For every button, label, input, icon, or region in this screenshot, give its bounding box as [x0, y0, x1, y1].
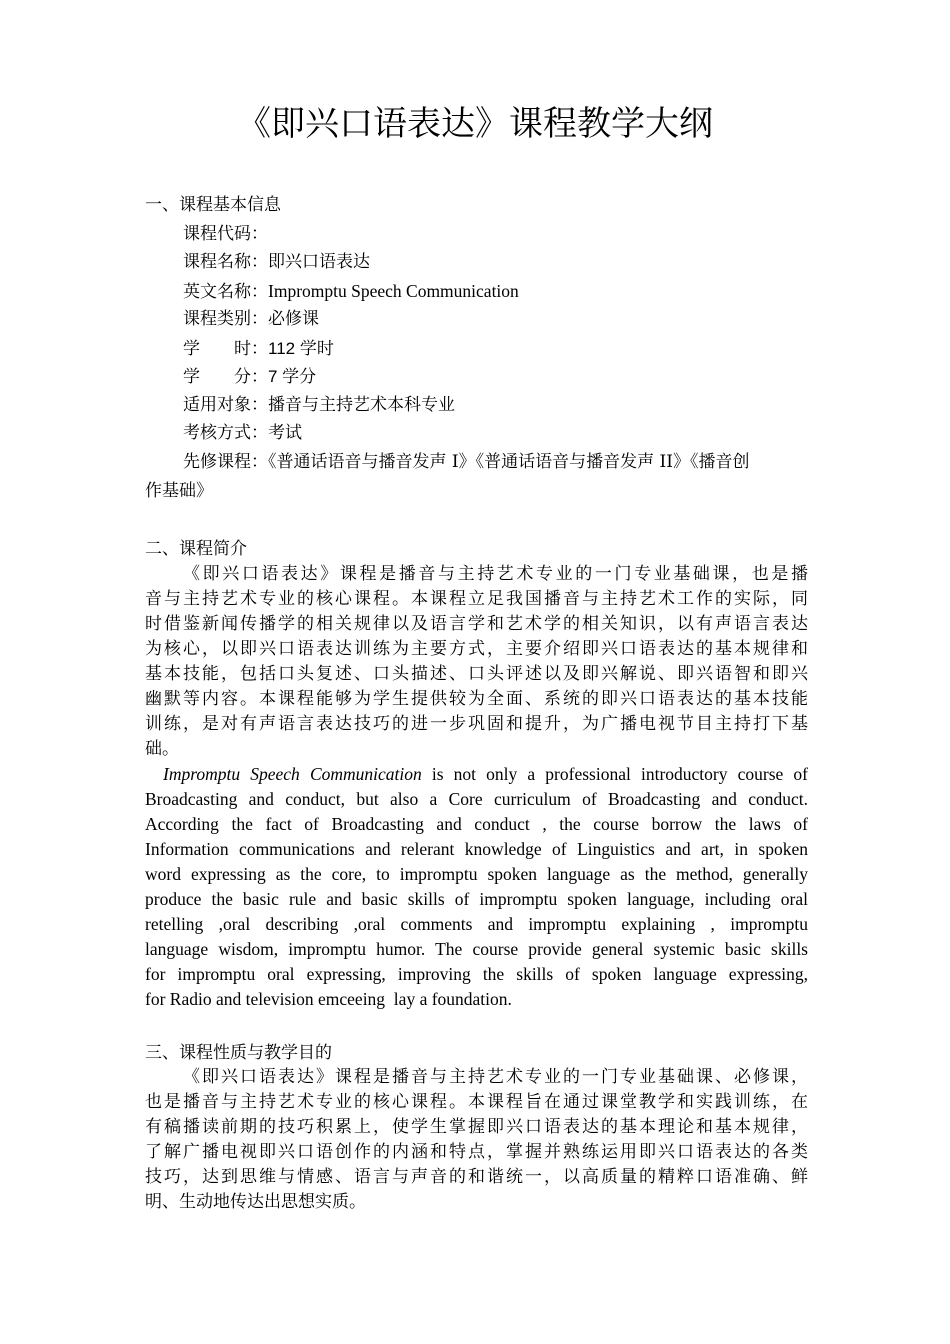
field-value: 112 学时: [268, 339, 334, 358]
field-value: 播音与主持艺术本科专业: [268, 395, 455, 415]
field-english-name: [183, 279, 846, 305]
field-prerequisites: [183, 450, 808, 475]
intro-en-line: retelling ,oral describing ,oral comments and impromptu explaining , impromptu: [145, 914, 808, 934]
objectives-cn-line: 也是播音与主持艺术专业的核心课程。本课程旨在通过课堂教学和实践训练，在: [145, 1092, 808, 1112]
field-hours: [183, 336, 846, 362]
field-assessment: [183, 421, 846, 446]
field-label: 英文名称：: [183, 282, 268, 302]
intro-cn-line: 基本技能，包括口头复述、口头描述、口头评述以及即兴解说、即兴语智和即兴: [145, 664, 808, 684]
document-title: 《即兴口语表达》课程教学大纲: [237, 104, 713, 144]
intro-en-line: Broadcasting and conduct, but also a Core curriculum of Broadcasting and conduct.: [145, 789, 808, 809]
section-heading-nature-objectives: 三、课程性质与教学目的: [145, 1043, 332, 1063]
field-label: 考核方式：: [183, 423, 268, 443]
field-course-code: [183, 222, 846, 247]
field-label: 先修课程：: [183, 452, 268, 472]
intro-en-line: word expressing as the core, to impromptu spoken language as the method, generally: [145, 864, 808, 884]
objectives-cn-line: 明、生动地传达出思想实质。: [145, 1192, 366, 1212]
field-label: 适用对象：: [183, 395, 268, 415]
intro-cn-line: 础。: [145, 739, 179, 759]
field-label: 课程类别：: [183, 309, 268, 329]
intro-en-line: for Radio and television emceeing lay a foundation.: [145, 989, 512, 1009]
field-target-audience: [183, 393, 846, 418]
field-label: 课程名称：: [183, 252, 268, 272]
field-value: 即兴口语表达: [268, 252, 370, 272]
field-course-type: [183, 307, 846, 332]
intro-cn-line: 时借鉴新闻传播学的相关规律以及语言学和艺术学的相关知识，以有声语言表达: [145, 614, 808, 634]
objectives-cn-line: 有稿播读前期的技巧积累上，使学生掌握即兴口语表达的基本理论和基本规律，: [145, 1117, 808, 1137]
objectives-cn-line: 了解广播电视即兴口语创作的内涵和特点，掌握并熟练运用即兴口语表达的各类: [145, 1142, 808, 1162]
objectives-cn-line: 《即兴口语表达》课程是播音与主持艺术专业的一门专业基础课、必修课，: [183, 1067, 808, 1087]
intro-cn-line: 为核心，以即兴口语表达训练为主要方式，主要介绍即兴口语表达的基本规律和: [145, 639, 808, 659]
intro-en-line: [163, 762, 808, 787]
field-value: Impromptu Speech Communication: [268, 281, 519, 301]
intro-en-line: language wisdom, impromptu humor. The course provide general systemic basic skills: [145, 939, 808, 959]
section-heading-basic-info: 一、课程基本信息: [145, 195, 281, 215]
intro-cn-line: 幽默等内容。本课程能够为学生提供较为全面、系统的即兴口语表达的基本技能: [145, 689, 808, 709]
field-value: 考试: [268, 423, 302, 443]
field-value: 7 学分: [268, 367, 317, 386]
section-heading-introduction: 二、课程简介: [145, 539, 247, 559]
field-label: 学 时：: [183, 339, 268, 359]
intro-en-line: produce the basic rule and basic skills of impromptu spoken language, including oral: [145, 889, 808, 909]
intro-en-line: According the fact of Broadcasting and conduct , the course borrow the laws of: [145, 814, 808, 834]
field-course-name: [183, 250, 846, 275]
field-credits: [183, 364, 846, 390]
intro-cn-line: 音与主持艺术专业的核心课程。本课程立足我国播音与主持艺术工作的实际，同: [145, 589, 808, 609]
intro-cn-line: 训练，是对有声语言表达技巧的进一步巩固和提升，为广播电视节目主持打下基: [145, 714, 808, 734]
intro-en-line: Information communications and relerant knowledge of Linguistics and art, in spoken: [145, 839, 808, 859]
prerequisites-continuation: 作基础》: [145, 481, 213, 501]
field-label: 学 分：: [183, 367, 268, 387]
course-name-italic: Impromptu Speech Communication: [163, 764, 422, 784]
intro-en-text: is not only a professional introductory course of: [421, 764, 808, 784]
field-value: 《普通话语音与播音发声 I》《普通话语音与播音发声 II》《播音创: [268, 452, 750, 472]
objectives-cn-line: 技巧，达到思维与情感、语言与声音的和谐统一，以高质量的精粹口语准确、鲜: [145, 1167, 808, 1187]
field-label: 课程代码：: [183, 224, 268, 244]
intro-cn-line: 《即兴口语表达》课程是播音与主持艺术专业的一门专业基础课，也是播: [183, 564, 808, 584]
field-value: 必修课: [268, 309, 319, 329]
intro-en-line: for impromptu oral expressing, improving the skills of spoken language expressing,: [145, 964, 808, 984]
